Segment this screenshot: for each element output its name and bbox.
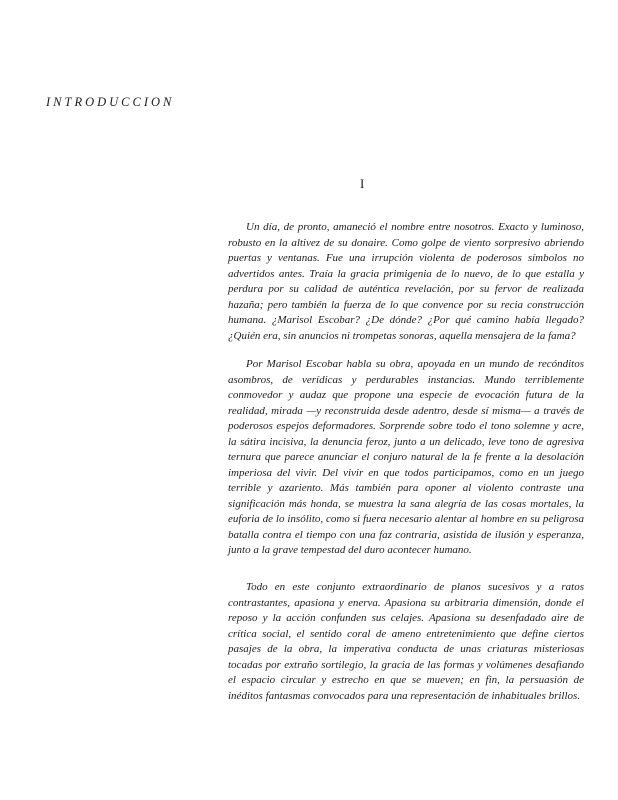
body-paragraph-1: Un día, de pronto, amaneció el nombre entre nosotros. Exacto y luminoso, robusto en la altivez de su donaire. Como golpe de viento sorpresivo abriendo puertas y ventanas. Fue una irrupción violenta de poderosos símbolos no advertidos antes. Traía la gracia primigenia de lo nuevo, de lo que estalla y perdura por su calidad de auténtica revelación, por su fervor de realizada hazaña; pero también la fuerza de lo que convence por su recia construcción humana. ¿Marisol Escobar? ¿De dónde? ¿Por qué camino había llegado? ¿Quién era, sin anuncios ni trompetas sonoras, aquella mensajera de la fama? bbox=[228, 221, 584, 342]
body-paragraph-3: Todo en este conjunto extraordinario de planos sucesivos y a ratos contrastantes, apasiona y enerva. Apasiona su arbitraria dimensión, donde el reposo y la acción confunden sus celajes. Apasiona su desenfadado aire de crítica social, el sentido coral de ameno entretenimiento que define ciertos pasajes de la obra, la imperativa conducta de unas criaturas misteriosas tocadas por extraño sortilegio, la gracia de las formas y volúmenes desafiando el espacio circular y estrecho en que se mueven; en fin, la persuasión de inéditos fantasmas convocados para una representación de inhabituales brillos. bbox=[228, 581, 584, 702]
section-heading: INTRODUCCION bbox=[46, 95, 175, 109]
body-paragraph-2: Por Marisol Escobar habla su obra, apoyada en un mundo de recónditos asombros, de verídicas y perdurables instancias. Mundo terriblemente conmovedor y audaz que propone una especie de evocación futura de la realidad, mirada —y reconstruida desde adentro, desde sí misma— a través de poderosos espejos deformadores. Sorprende sobre todo el tono solemne y acre, la sátira incisiva, la denuncia feroz, junto a un delicado, leve tono de agresiva ternura que parece anunciar el conjuro natural de la fe frente a la desolación imperiosa del vivir. Del vivir en que todos participamos, como en un juego terrible y azariento. Más también para oponer al violento contraste una significación más honda, se muestra la sana alegría de las cosas mortales, la euforia de lo insólito, como si fuera necesario alentar al hombre en su peligrosa batalla contra el tiempo con una faz contraria, asistida de ilusión y esperanza, junto a la grave tempestad del duro acontecer humano. bbox=[228, 358, 584, 556]
chapter-numeral: I bbox=[360, 176, 365, 191]
